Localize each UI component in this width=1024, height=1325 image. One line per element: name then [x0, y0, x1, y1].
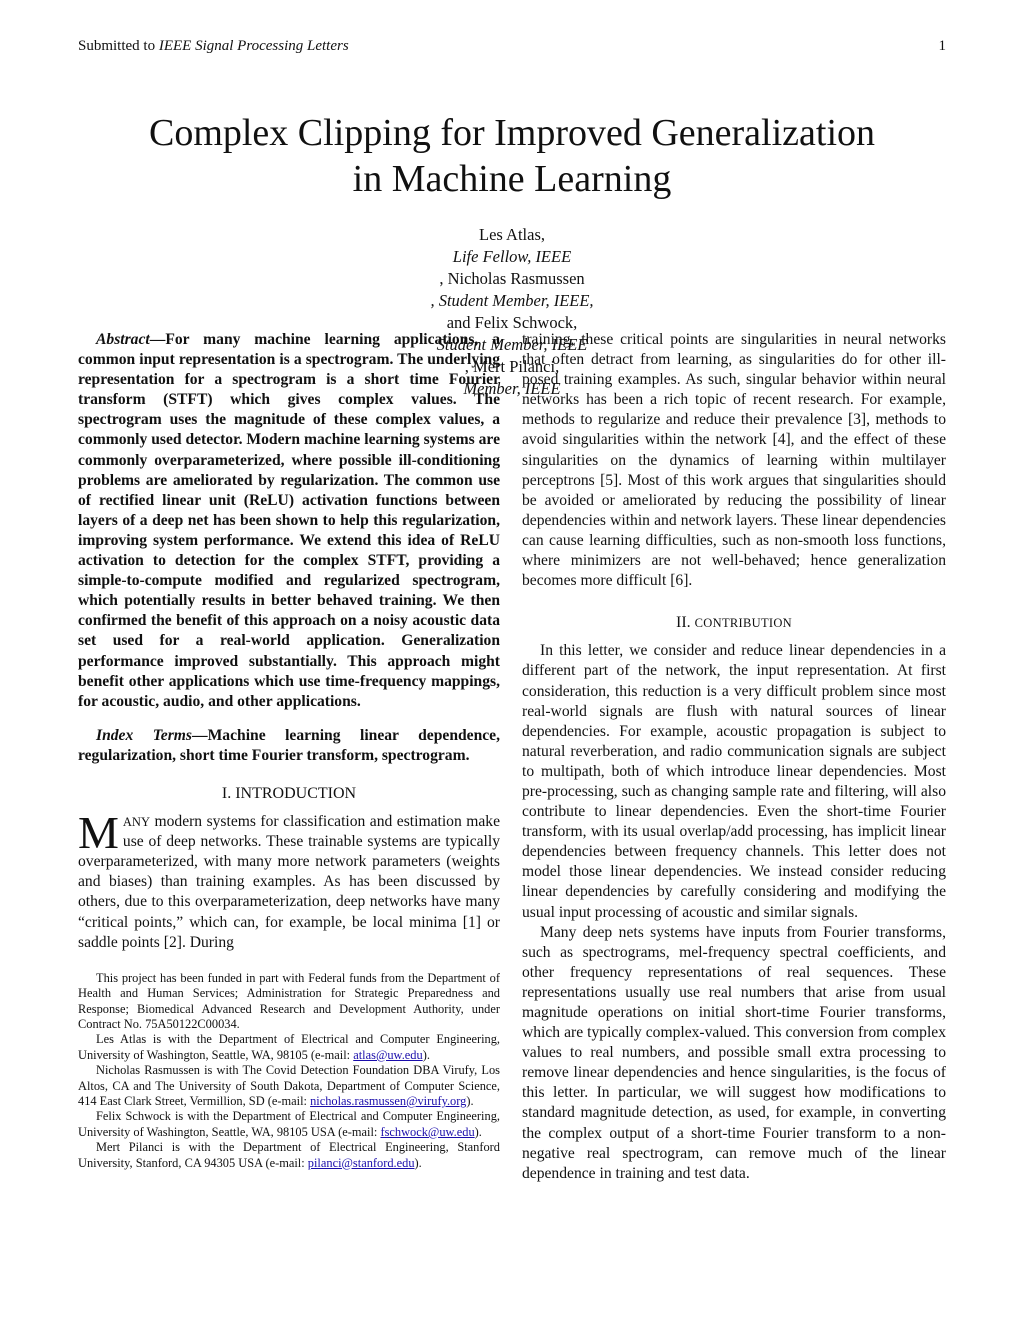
email-link-schwock[interactable]: fschwock@uw.edu: [380, 1124, 475, 1139]
intro-paragraph: [78, 807, 500, 953]
header-prefix: Submitted to: [78, 38, 159, 54]
author-4-role: Member, IEEE: [463, 379, 561, 398]
footnote-rasmussen-text: Nicholas Rasmussen is with The Covid Detection Foundation DBA Virufy, Los Altos, CA and The University of South Dakota, Department of Computer Science, 414 East Clark Street, Vermillion, SD (e-mail:: [78, 1063, 500, 1108]
section-1-heading: I. INTRODUCTION: [221, 784, 357, 802]
author-3-name: and Felix Schwock,: [446, 313, 578, 332]
abstract-text: —For many machine learning applications, a common input representation is a spectrogram. The underlying representation for a spectrogram is a short time Fourier transform (STFT) which gives complex values. The spectrogram uses the magnitude of these complex values, a commonly used detector. Modern machine learning systems are commonly overparameterized, where possible ill-conditioning problems are ameliorated by regularization. The common use of rectified linear unit (ReLU) activation functions between layers of a deep net has been shown to help this regularization, improving system performance. We extend this idea of ReLU activation to detection for the complex STFT, providing a simple-to-compute modified and regularized spectrogram, which potentially results in better behaved training. We then confirmed the benefit of this approach on a noisy acoustic data set used for a real-world application. Generalization performance improved substantially. This approach might benefit other applications which use time-frequency mappings, for acoustic, audio, and other applications.: [78, 331, 500, 710]
abstract: [78, 330, 500, 712]
intro-smallcaps: ANY: [122, 815, 150, 830]
running-header: [78, 38, 349, 55]
footnote-schwock: [78, 1109, 500, 1140]
email-link-rasmussen[interactable]: nicholas.rasmussen@virufy.org: [310, 1093, 467, 1108]
author-1-role: Life Fellow, IEEE: [452, 247, 572, 266]
page-number: 1: [938, 38, 946, 54]
contribution-paragraph-1: In this letter, we consider and reduce linear dependencies in a different part of the network, the input representation. At first consideration, this reduction is a very difficult problem since most real-world signals are flush with natural sources of linear dependencies. For example, acoustic propagation is subject to natural reverberation, and radio communication signals are subject to multipath, both of which introduce linear dependencies. Most pre-processing, such as changing sample rate and filtering, will also contribute to linear dependencies. Even the short-time Fourier transform, with its usual overlap/add processing, has implicit linear dependencies between frequency channels. This letter does not model those linear dependencies. We instead consider reducing linear dependencies by carefully considering and modifying the usual input processing of acoustic and similar signals.: [522, 642, 946, 921]
footnote-pilanci-end: ).: [414, 1155, 422, 1170]
intro-text: modern systems for classification and estimation make use of deep networks. These trainable systems are typically overparameterized, with many more network parameters (weights and biases) than training examples. As has been discussed by others, due to this overparameterization, deep networks have many “critical points,” which can, for example, be local minima [1] or saddle points [2]. During: [78, 813, 500, 951]
header-journal: IEEE Signal Processing Letters: [158, 38, 349, 54]
index-terms-label: Index Terms: [96, 726, 192, 744]
footnote-rasmussen-end: ).: [466, 1093, 474, 1108]
footnote-atlas: [78, 1032, 500, 1063]
email-link-pilanci[interactable]: pilanci@stanford.edu: [307, 1155, 415, 1170]
footnote-schwock-end: ).: [474, 1124, 482, 1139]
footnote-schwock-text: Felix Schwock is with the Department of Electrical and Computer Engineering, University of Washington, Seattle, WA, 98105 USA (e-mail:: [78, 1109, 500, 1139]
right-column: [522, 330, 946, 1184]
author-2-name: , Nicholas Rasmussen: [439, 269, 585, 288]
paper-title: [0, 110, 1024, 202]
footnote-rasmussen: [78, 1063, 500, 1109]
intro-continuation: training, these critical points are singularities in neural networks that often detract from learning, as singularities do for other ill-posed training examples. As such, singular behavior within neural networks has been a rich topic of recent research. For example, methods to regularize and reduce their prevalence [3], methods to avoid singularities within the network [4], and the effect of these singularities on the dynamics of learning within multilayer perceptrons [5]. Most of this work argues that singularities should be avoided or ameliorated by reducing the possibility of linear dependencies within and network layers. These linear dependencies can cause learning difficulties, such as non-smooth loss functions, where minimizers are not well-behaved; hence generalization becomes more difficult [6].: [522, 331, 946, 590]
footnote-atlas-end: ).: [422, 1047, 430, 1062]
index-terms: [78, 726, 500, 766]
title-line-2: in Machine Learning: [352, 158, 672, 200]
contribution-paragraph-2: Many deep nets systems have inputs from Fourier transforms, such as spectrograms, mel-frequency spectral coefficients, and other frequency representations of real sequences. These representations usually use real numbers that arise from usual magnitude operations on initial short-time Fourier transforms, which are typically complex-valued. This conversion from complex values to real numbers, and possible small extra processing to remove linear dependencies and hence singularities, is the focus of this letter. In particular, we will suggest how modifications to standard magnitude detection, as used, for example, in converting the complex output of a short-time Fourier transform to a non-negative real spectrogram, can remove much of the linear dependence in training and test data.: [522, 923, 946, 1182]
author-line-1: [0, 224, 1024, 334]
footnote-funding: This project has been funded in part with Federal funds from the Department of Health and Human Services; Administration for Strategic Preparedness and Response; Biomedical Advanced Research and Development Authority, under Contract No. 75A50122C00034.: [78, 970, 500, 1031]
section-2-heading: [522, 613, 946, 633]
author-2-role: , Student Member, IEEE,: [430, 291, 594, 310]
section-2-title: CONTRIBUTION: [694, 616, 792, 631]
footnote-atlas-text: Les Atlas is with the Department of Electrical and Computer Engineering, University of Washington, Seattle, WA, 98105 (e-mail:: [78, 1032, 500, 1062]
index-terms-text: —Machine learning linear dependence, regularization, short time Fourier transform, spectrogram.: [78, 726, 500, 764]
author-3-role: Student Member, IEEE: [436, 335, 588, 354]
footnotes: [78, 971, 500, 1171]
email-link-atlas[interactable]: atlas@uw.edu: [353, 1047, 423, 1062]
footnote-pilanci: [78, 1140, 500, 1171]
left-column: [78, 330, 500, 1171]
section-2-number: II.: [676, 614, 695, 632]
author-1-name: Les Atlas,: [479, 225, 545, 244]
author-4-name: , Mert Pilanci,: [464, 357, 560, 376]
footnote-pilanci-text: Mert Pilanci is with the Department of Electrical Engineering, Stanford University, Stanford, CA 94305 USA (e-mail:: [78, 1140, 500, 1170]
abstract-label: Abstract: [96, 331, 150, 348]
title-line-1: Complex Clipping for Improved Generalization: [148, 112, 876, 154]
drop-cap: M: [78, 807, 119, 859]
